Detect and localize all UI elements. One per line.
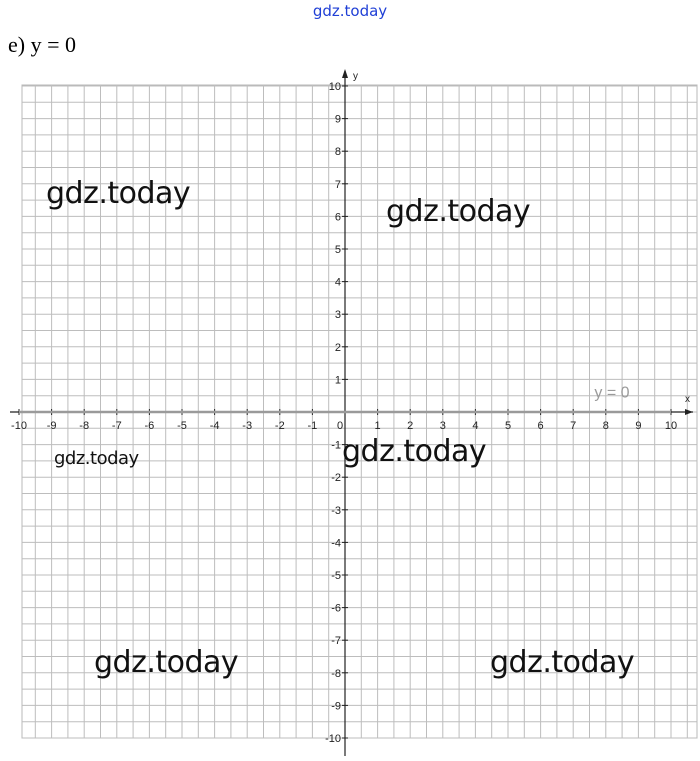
x-tick-label: 2 xyxy=(407,420,414,432)
y-tick-label: -6 xyxy=(331,602,341,615)
watermark: gdz.today xyxy=(386,194,531,229)
y-tick-label: 9 xyxy=(334,113,341,126)
x-tick-label: -1 xyxy=(307,420,318,432)
y-tick-label: 2 xyxy=(334,341,341,354)
y-tick-label: 7 xyxy=(334,178,341,191)
y-tick-label: -9 xyxy=(331,700,341,713)
y-tick-label: -3 xyxy=(331,504,341,517)
y-tick-label: -10 xyxy=(325,733,341,745)
watermark: gdz.today xyxy=(94,645,239,680)
x-tick-label: -2 xyxy=(274,420,285,432)
y-tick-label: 4 xyxy=(334,276,341,289)
watermark: gdz.today xyxy=(46,176,191,211)
y-tick-label: 8 xyxy=(334,146,341,159)
y-tick-label: -5 xyxy=(331,570,341,582)
watermark: gdz.today xyxy=(490,645,635,680)
y-tick-label: -4 xyxy=(331,537,341,550)
x-axis-letter: x xyxy=(685,394,690,405)
x-tick-label: -9 xyxy=(46,420,57,432)
x-tick-label: 6 xyxy=(537,420,544,432)
x-tick-label: 9 xyxy=(635,420,642,432)
y-tick-label: 3 xyxy=(334,309,341,322)
x-tick-label: 7 xyxy=(570,420,577,432)
y-tick-label: -2 xyxy=(331,472,341,485)
y-tick-label: 5 xyxy=(334,244,341,256)
y-tick-label: -7 xyxy=(331,635,341,648)
x-tick-label: -4 xyxy=(209,420,220,432)
site-header[interactable]: gdz.today xyxy=(312,2,388,20)
watermark: gdz.today xyxy=(342,434,487,469)
x-tick-label: 10 xyxy=(664,420,678,432)
x-tick-label: 3 xyxy=(439,420,446,432)
y-axis-letter: y xyxy=(353,71,358,82)
x-tick-label: -7 xyxy=(111,420,122,432)
x-tick-label: 4 xyxy=(472,420,479,432)
x-tick-label: -8 xyxy=(79,420,90,432)
y-tick-label: -1 xyxy=(331,439,341,452)
y-tick-label: 10 xyxy=(328,81,341,93)
x-tick-label: 8 xyxy=(602,420,609,432)
x-tick-label: 5 xyxy=(504,420,512,432)
y-tick-label: 6 xyxy=(334,211,341,224)
watermark: gdz.today xyxy=(54,448,139,469)
series-label: y = 0 xyxy=(594,384,630,402)
x-tick-label: -6 xyxy=(144,420,155,432)
x-tick-label: 1 xyxy=(374,420,381,432)
y-tick-label: 1 xyxy=(334,374,341,387)
problem-title: е) y = 0 xyxy=(8,32,76,57)
x-tick-label: -5 xyxy=(177,420,187,432)
y-axis-arrow xyxy=(342,69,348,78)
y-tick-label: -8 xyxy=(331,667,341,680)
x-tick-label: -10 xyxy=(11,420,27,432)
x-tick-label: 0 xyxy=(336,420,344,432)
x-tick-label: -3 xyxy=(242,420,253,432)
